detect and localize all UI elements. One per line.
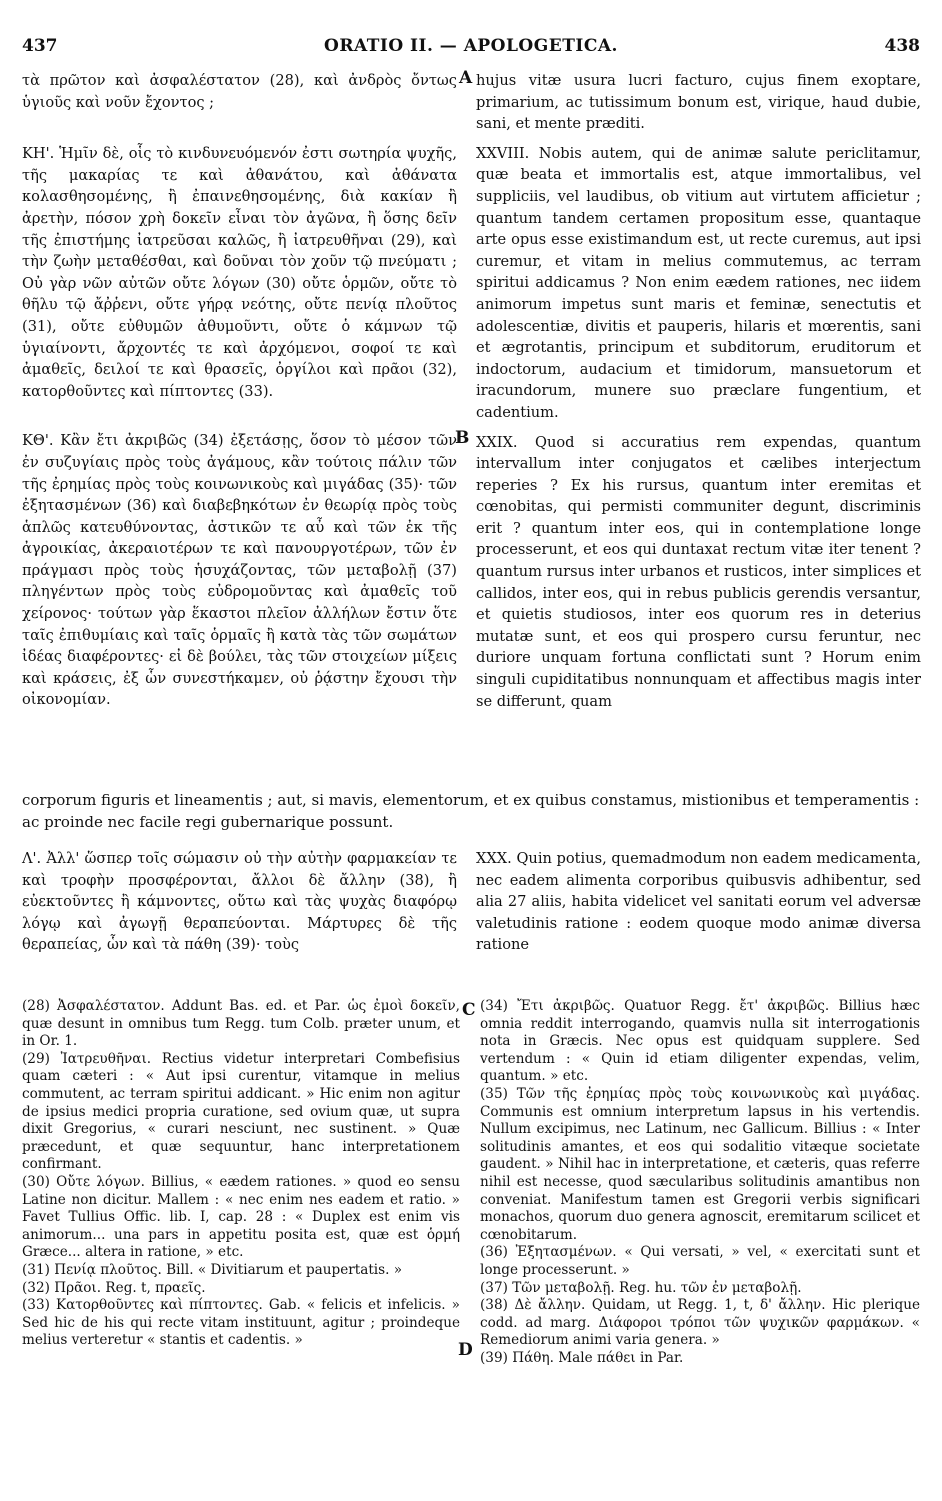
footnote-31: (31) Πενίᾳ πλοῦτος. Bill. « Divitiarum et paupertatis. » [22, 1261, 403, 1278]
footnote-28: (28) Ἀσφαλέστατον. Addunt Bas. ed. et Par. ὡς ἐμοὶ δοκεῖν, quæ desunt in omnibus tum Regg. tum Colb. præter unum, et in Or. 1. [22, 998, 460, 1050]
greek-paragraph-28: ΚΗ'. Ἡμῖν δὲ, οἷς τὸ κινδυνευόμενόν ἐστι σωτηρία ψυχῆς, τῆς μακαρίας τε καὶ ἀθανάτου, καὶ ἀθάνατα κολασθησομένης, ἢ ἐπαινεθησομένης, διὰ κακίαν ἢ ἀρετὴν, πόσον χρὴ δοκεῖν εἶναι τὸν ἀγῶνα, ἢ ὅσης δεῖν τῆς ἐπιστήμης ἰατρεῦσαι καλῶς, ἢ ἰατρευθῆναι (29), καὶ τὴν ζωὴν μεταθέσθαι, καὶ δοῦναι τὸν χοῦν τῷ πνεύματι ; Οὐ γὰρ νῶν αὐτῶν οὔτε λόγων (30) οὔτε ὁρμῶν, οὔτε τὸ θῆλυ τῷ ἄῤῥενι, οὔτε γήρᾳ νεότης, οὔτε πενίᾳ πλοῦτος (31), οὔτε εὐθυμῶν ἀθυμοῦντι, οὔτε ὁ κάμνων τῷ ὑγιαίνοντι, ἄρχοντές τε καὶ ἀρχόμενοι, σοφοί τε καὶ ἀμαθεῖς, δειλοί τε καὶ θρασεῖς, ὀργίλοι καὶ πρᾶοι (32), κατορθοῦντες καὶ πίπτοντες (33). [22, 145, 457, 400]
latin-paragraph-29: XXIX. Quod si accuratius rem expendas, quantum intervallum inter conjugatos et cælibes interjectum reperies ? Ex his rursus, quantum inter eremitas et cœnobitas, qui permisti communiter degunt, discriminis erit ? quantum inter eos, qui in contemplatione longe processerunt, et eos qui duntaxat rectum vitæ iter tenent ? quantum rursus inter urbanos et rusticos, inter simplices et callidos, inter eos, qui in rebus publicis gerendis versantur, et quietis studiosos, inter eos quorum res in deterius mutatæ sunt, et eos qui prospero cursu feruntur, nec duriore unquam fortuna conflictati sunt ? Horum enim singuli cupiditatibus nonnunquam et affectibus magis inter se differunt, quam [476, 433, 921, 710]
greek-paragraph-intro: τὰ πρῶτον καὶ ἀσφαλέστατον (28), καὶ ἀνδρὸς ὄντως ὑγιοῦς καὶ νοῦν ἔχοντος ; [22, 72, 457, 111]
margin-marker-a: A [459, 68, 473, 88]
footnotes-right-column [480, 998, 920, 1367]
page-number-left: 437 [22, 36, 58, 56]
latin-continuation-text: corporum figuris et lineamentis ; aut, si mavis, elementorum, et ex quibus constamus, mistionibus et temperamentis : ac proinde nec facile regi gubernarique possunt. [22, 791, 920, 831]
footnote-30: (30) Οὔτε λόγων. Billius, « eædem rationes. » quod eo sensu Latine non dicitur. Mallem : « nec enim nes eadem et ratio. » Favet Tullius Offic. lib. I, cap. 28 : « Duplex est enim vis animorum... una pars in appetitu posita est, quæ est ὁρμή Græce... altera in ratione, » etc. [22, 1173, 460, 1261]
margin-marker-d: D [458, 1340, 473, 1360]
greek-text-column-lower [22, 848, 457, 956]
running-header [22, 36, 920, 60]
footnote-36: (36) Ἐξητασμένων. « Qui versati, » vel, « exercitati sunt et longe processerunt. » [480, 1244, 920, 1278]
footnotes-left-column [22, 998, 460, 1350]
greek-paragraph-30: Λ'. Ἀλλ' ὥσπερ τοῖς σώμασιν οὐ τὴν αὐτὴν φαρμακείαν τε καὶ τροφὴν προσφέρονται, ἄλλοι δὲ ἄλλην (38), ἢ εὐεκτοῦντες ἢ κάμνοντες, οὕτω καὶ τὰς ψυχὰς διαφόρῳ λόγῳ καὶ ἀγωγῇ θεραπεύονται. Μάρτυρες δὲ τῆς θεραπείας, ὧν καὶ τὰ πάθη (39)· τοὺς [22, 850, 457, 954]
greek-paragraph-29: ΚΘ'. Κἂν ἔτι ἀκριβῶς (34) ἐξετάσῃς, ὅσον τὸ μέσον τῶν ἐν συζυγίαις πρὸς τοὺς ἀγάμους, κἂν τούτοις πάλιν τῶν τῆς ἐρημίας πρὸς τοὺς κοινωνικοὺς καὶ μιγάδας (35)· τῶν ἐξητασμένων (36) καὶ διαβεβηκότων ἐν θεωρίᾳ πρὸς τοὺς ἁπλῶς κατευθύνοντας, ἀστικῶν τε αὖ καὶ τῶν ἐκ τῆς ἀγροικίας, ἀκεραιοτέρων τε καὶ πανουργοτέρων, τῶν ἐν πράγμασι πρὸς τοὺς ἡσυχάζοντας, τῶν μεταβολῇ (37) πληγέντων πρὸς τοὺς εὐδρομοῦντας καὶ ἀμαθεῖς τοῦ χείρονος· τούτων γὰρ ἕκαστοι πλεῖον ἀλλήλων ἔστιν ὅτε ταῖς ἐπιθυμίαις καὶ ταῖς ὁρμαῖς ἢ κατὰ τὰς τῶν σωμάτων ἰδέας διαφέροντες· εἰ δὲ βούλει, τὰς τῶν στοιχείων μίξεις καὶ κράσεις, ἐξ ὧν συνεστήκαμεν, οὐ ῥᾴστην ἔχουσι τὴν οἰκονομίαν. [22, 432, 457, 709]
footnote-33: (33) Κατορθοῦντες καὶ πίπτοντες. Gab. « felicis et infelicis. » Sed hic de his qui recte vitam instituunt, agitur ; proindeque melius verteretur « stantis et cadentis. » [22, 1297, 460, 1349]
latin-full-width-continuation [22, 790, 922, 833]
footnote-29: (29) Ἰατρευθῆναι. Rectius videtur interpretari Combefisius quam cæteri : « Aut ipsi curentur, vitamque in melius commutent, ac terram spiritui addicant. » Hic enim non agitur de ipsius medici propria curatione, sed ovium quæ, ut supra dixit Gregorius, « curari nesciunt, nec sustinent. » Quæ præcedunt, et quæ sequuntur, hanc interpretationem confirmant. [22, 1050, 460, 1173]
latin-paragraph-30: XXX. Quin potius, quemadmodum non eadem medicamenta, nec eadem alimenta corporibus quibusvis adhibentur, sed alia 27 aliis, habita videlicet vel sanitati eorum vel adversæ valetudinis ratione : eodem quoque modo animæ diversa ratione [476, 850, 921, 954]
page-number-right: 438 [884, 36, 920, 56]
greek-text-column [22, 70, 457, 711]
latin-text-column [476, 70, 921, 712]
latin-paragraph-intro: hujus vitæ usura lucri facturo, cujus finem exoptare, primarium, ac tutissimum bonum est, virique, haud dubie, sani, et mente præditi. [476, 72, 921, 133]
running-title: ORATIO II. — APOLOGETICA. [324, 36, 618, 56]
footnote-32: (32) Πρᾶοι. Reg. t, πραεῖς. [22, 1279, 206, 1296]
footnote-37: (37) Τῶν μεταβολῇ. Reg. hu. τῶν ἐν μεταβολῇ. [480, 1279, 802, 1296]
footnote-39: (39) Πάθη. Male πάθει in Par. [480, 1349, 684, 1366]
footnote-35: (35) Τῶν τῆς ἐρημίας πρὸς τοὺς κοινωνικοὺς καὶ μιγάδας. Communis est omnium interpretum lapsus in his vertendis. Nullum excipimus, nec Latinum, nec Gallicum. Billius : « Inter solitudinis amantes, et eos qui sodalitio vitæque societate gaudent. » Nihil hac in interpretatione, et cæteris, quas referre nihil est necesse, quod sæcularibus solitudinis amantibus non conveniat. Manifestum tamen est Gregorii verbis significari monachos, quorum duo genera agnoscit, eremitarum scilicet et cœnobitarum. [480, 1085, 920, 1243]
margin-marker-b: B [455, 428, 470, 448]
footnote-38: (38) Δὲ ἄλλην. Quidam, ut Regg. 1, t, δ' ἄλλην. Hic plerique codd. ad marg. Διάφοροι τρόποι τῶν ψυχικῶν φαρμάκων. « Remediorum animi varia genera. » [480, 1297, 920, 1349]
latin-paragraph-28: XXVIII. Nobis autem, qui de animæ salute periclitamur, quæ beata et immortalis est, atque immortalibus, vel suppliciis, vel laudibus, ob vitium aut virtutem afficietur ; quantum tandem certamen propositum esse, quantaque arte opus esse existimandum est, ut recte curemus, aut ipsi curemur, et vitam in melius commutemus, ac terram spiritui addicamus ? Non enim eædem rationes, nec iidem animorum impetus sunt maris et feminæ, senectutis et adolescentiæ, divitis et pauperis, hilaris et mœrentis, sani et ægrotantis, principum et subditorum, eruditorum et indoctorum, audacium et timidorum, mansuetorum et iracundorum, munere suo præclare fungentium, et cadentium. [476, 144, 921, 421]
margin-marker-c: C [462, 1000, 476, 1020]
latin-text-column-lower [476, 848, 921, 956]
footnote-34: (34) Ἔτι ἀκριβῶς. Quatuor Regg. ἔτ' ἀκριβῶς. Billius hæc omnia reddit interrogando, quamvis nulla sit interrogationis nota in Græcis. Nec opus est quidquam supplere. Sed vertendum : « Quin id etiam diligenter expendas, velim, quantum. » etc. [480, 998, 920, 1085]
